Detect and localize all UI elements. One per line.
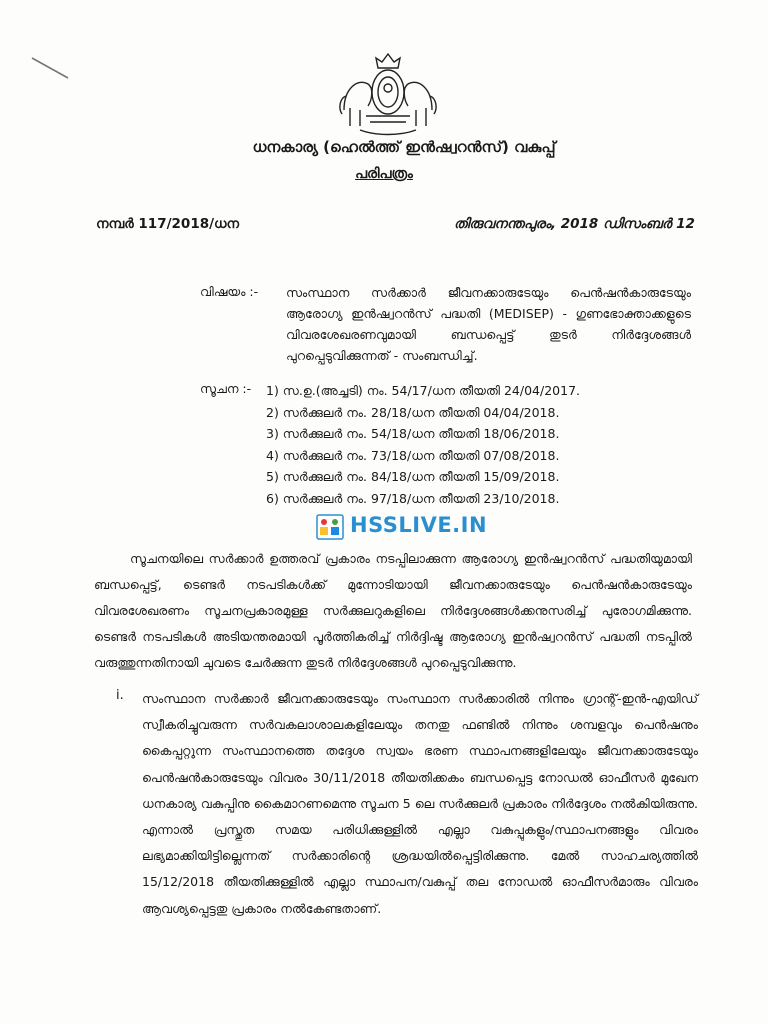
reference-item: 3) സർക്കുലർ നം. 54/18/ധന തീയതി 18/06/2018. xyxy=(266,426,560,441)
reference-item: 4) സർക്കുലർ നം. 73/18/ധന തീയതി 07/08/2018. xyxy=(266,447,560,463)
place-date: തിരുവനന്തപുരം, 2018 ഡിസംബർ 12 xyxy=(454,216,695,232)
subject-text: സംസ്ഥാന സർക്കാർ ജീവനക്കാരുടേയും പെൻഷൻകാരുടേയും ആരോഗ്യ ഇൻഷ്വറൻസ് പദ്ധതി (MEDISEP) - ഗുണഭോക്താക്കളുടെ വിവരശേഖരണവുമായി ബന്ധപ്പെട്ട് തുടർ നിർദ്ദേശങ്ങൾ പുറപ്പെടുവിക്കുന്നത് - സംബന്ധിച്ച്. xyxy=(286,285,691,363)
reference-item: 1) സ.ഉ.(അച്ചടി) നം. 54/17/ധന തീയതി 24/04/2017. xyxy=(266,383,580,398)
reference-item: 5) സർക്കുലർ നം. 84/18/ധന തീയതി 15/09/2018. xyxy=(266,469,560,484)
document-type-heading: പരിപത്രം xyxy=(355,166,413,182)
scan-mark xyxy=(30,52,70,82)
hsslive-watermark xyxy=(316,512,496,542)
subject-label: വിഷയം :- xyxy=(200,284,259,299)
hsslive-logo-icon xyxy=(316,514,344,540)
list-item-text: സംസ്ഥാന സർക്കാർ ജീവനക്കാരുടേയും സംസ്ഥാന സർക്കാരിൽ നിന്നും ഗ്രാന്റ്-ഇൻ-എയിഡ് സ്വീകരിച്ചുവരുന്ന സർവകലാശാലകളിലേയും തനതു ഫണ്ടിൽ നിന്നും ശമ്പളവും പെൻഷനും കൈപ്പറ്റുന്ന സംസ്ഥാനത്തെ തദ്ദേശ സ്വയം ഭരണ സ്ഥാപനങ്ങളിലേയും ജീവനക്കാരുടേയും പെൻഷൻകാരുടേയും വിവരം 30/11/2018 തീയതിക്കകം ബന്ധപ്പെട്ട നോഡൽ ഓഫീസർ മുഖേന ധനകാര്യ വകുപ്പിനു കൈമാറണമെന്നു സൂചന 5 ലെ സർക്കുലർ പ്രകാരം നിർദ്ദേശം നൽകിയിരുന്നു. എന്നാൽ പ്രസ്തുത സമയ പരിധിക്കുള്ളിൽ എല്ലാ വകുപ്പുകളും/സ്ഥാപനങ്ങളും വിവരം ലഭ്യമാക്കിയിട്ടില്ലെന്നത് സർക്കാരിന്റെ ശ്രദ്ധയിൽപ്പെട്ടിരിക്കുന്നു. മേൽ സാഹചര്യത്തിൽ 15/12/2018 തീയതിക്കുള്ളിൽ എല്ലാ സ്ഥാപന/വകുപ്പ് തല നോഡൽ ഓഫീസർമാരും വിവരം ആവശ്യപ്പെട്ടതു പ്രകാരം നൽകേണ്ടതാണ്. xyxy=(142,691,698,916)
hsslive-logo-text: HSSLIVE.IN xyxy=(350,513,488,537)
reference-item: 6) സർക്കുലർ നം. 97/18/ധന തീയതി 23/10/2018. xyxy=(266,490,560,506)
reference-item: 2) സർക്കുലർ നം. 28/18/ധന തീയതി 04/04/2018. xyxy=(266,404,560,420)
department-heading: ധനകാര്യ (ഹെൽത്ത് ഇൻഷ്വറൻസ്) വകുപ്പ് xyxy=(252,138,556,156)
circular-number: നമ്പർ 117/2018/ധന xyxy=(96,216,240,232)
list-item-marker: i. xyxy=(116,688,124,703)
references-list xyxy=(266,380,580,509)
references-label: സൂചന :- xyxy=(200,381,252,396)
state-emblem-icon xyxy=(336,50,440,136)
body-paragraph: സൂചനയിലെ സർക്കാർ ഉത്തരവ് പ്രകാരം നടപ്പിലാക്കുന്ന ആരോഗ്യ ഇൻഷ്വറൻസ് പദ്ധതിയുമായി ബന്ധപ്പെട്ട്, ടെണ്ടർ നടപടികൾക്ക് മുന്നോടിയായി ജീവനക്കാരുടേയും പെൻഷൻകാരുടേയും വിവരശേഖരണം സൂചനപ്രകാരമുള്ള സർക്കുലറുകളിലെ നിർദ്ദേശങ്ങൾക്കനുസരിച്ച് പുരോഗമിക്കുന്നു. ടെണ്ടർ നടപടികൾ അടിയന്തരമായി പൂർത്തികരിച്ച് നിർദ്ദിഷ്ട ആരോഗ്യ ഇൻഷ്വറൻസ് പദ്ധതി നടപ്പിൽ വരുത്തുന്നതിനായി ചുവടെ ചേർക്കുന്ന തുടർ നിർദ്ദേശങ്ങൾ പുറപ്പെടുവിക്കുന്നു. xyxy=(94,551,692,670)
